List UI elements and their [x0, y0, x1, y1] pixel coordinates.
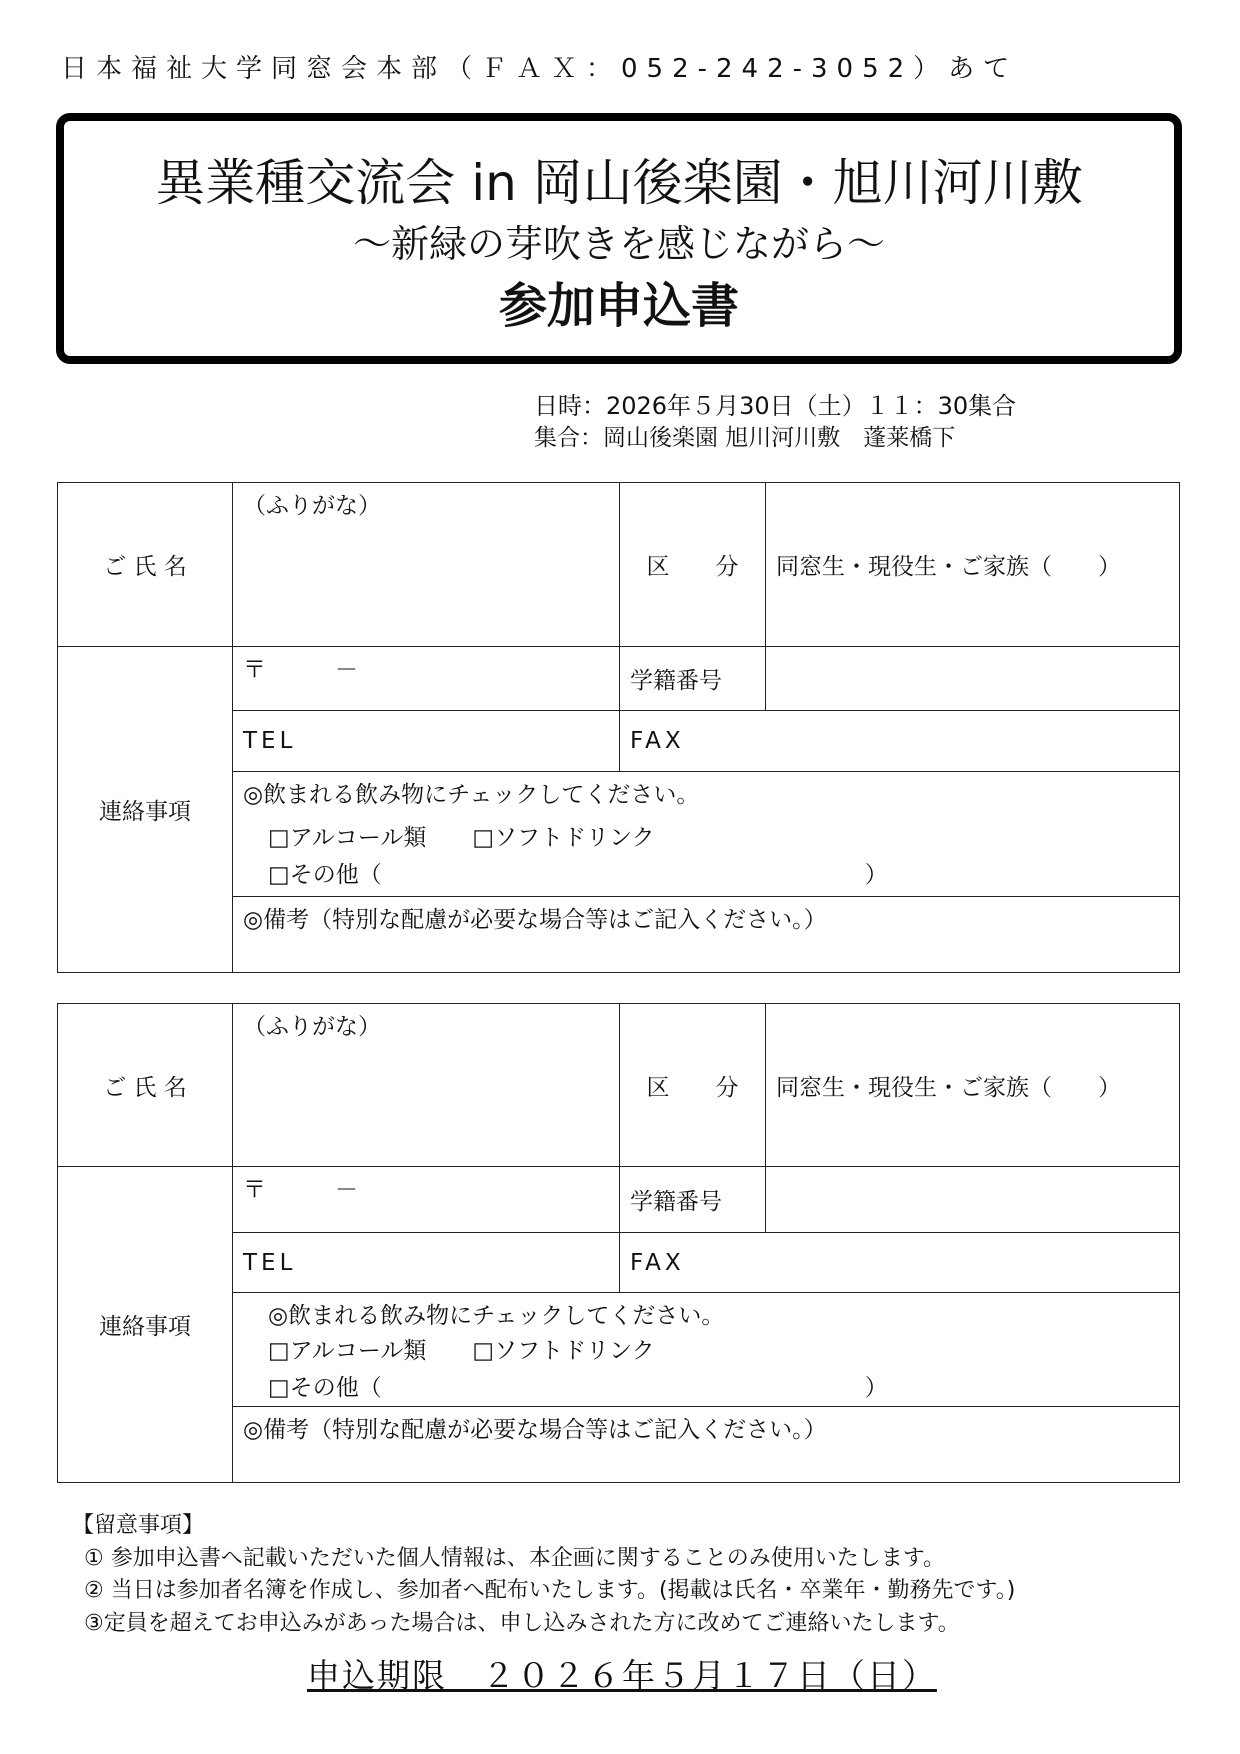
drink-other-checkbox[interactable]: □その他（ ）: [268, 862, 888, 888]
category-label: 区 分: [620, 1004, 766, 1167]
application-table-1: [57, 482, 1180, 973]
postal-field[interactable]: 〒 －: [233, 647, 620, 711]
drink-other-checkbox[interactable]: □その他（ ）: [268, 1375, 888, 1401]
student-id-label: 学籍番号: [620, 1167, 766, 1233]
contact-label: 連絡事項: [58, 1167, 233, 1483]
student-id-field[interactable]: [766, 1167, 1180, 1233]
fax-field[interactable]: FAX: [620, 711, 1180, 772]
remarks-field[interactable]: ◎備考（特別な配慮が必要な場合等はご記入ください。）: [233, 1407, 1180, 1483]
name-field[interactable]: [233, 483, 620, 647]
furigana-label: （ふりがな）: [243, 493, 381, 519]
title-box: [56, 113, 1182, 364]
fax-recipient-header: 日本福祉大学同窓会本部（ＦＡＸ：052-242-3052）あて: [61, 54, 1019, 84]
drink-section: [233, 1293, 1180, 1407]
contact-label: 連絡事項: [58, 647, 233, 973]
event-place: 集合：岡山後楽園 旭川河川敷 蓬莱橋下: [534, 425, 956, 451]
postal-field[interactable]: 〒 －: [233, 1167, 620, 1233]
drink-section: [233, 772, 1180, 897]
category-field[interactable]: 同窓生・現役生・ご家族（ ）: [766, 1004, 1180, 1167]
application-deadline: 申込期限 ２０２６年５月１７日（日）: [307, 1656, 937, 1695]
student-id-field[interactable]: [766, 647, 1180, 711]
event-datetime: 日時：2026年５月30日（土）１１：30集合: [534, 392, 1017, 420]
application-table-2: [57, 1003, 1180, 1483]
student-id-label: 学籍番号: [620, 647, 766, 711]
event-title: 異業種交流会 in 岡山後楽園・旭川河川敷: [155, 154, 1083, 212]
form-title: 参加申込書: [498, 278, 739, 334]
fax-field[interactable]: FAX: [620, 1233, 1180, 1293]
remarks-field[interactable]: ◎備考（特別な配慮が必要な場合等はご記入ください。）: [233, 897, 1180, 973]
category-field[interactable]: 同窓生・現役生・ご家族（ ）: [766, 483, 1180, 647]
notes-title: 【留意事項】: [72, 1513, 205, 1538]
furigana-label: （ふりがな）: [243, 1014, 381, 1040]
name-field[interactable]: [233, 1004, 620, 1167]
name-label: ご 氏 名: [58, 483, 233, 647]
drink-prompt: ◎飲まれる飲み物にチェックしてください。: [268, 1303, 725, 1329]
drink-prompt: ◎飲まれる飲み物にチェックしてください。: [243, 782, 700, 808]
drink-checkboxes[interactable]: □アルコール類 □ソフトドリンク: [268, 1338, 655, 1364]
drink-checkboxes[interactable]: □アルコール類 □ソフトドリンク: [268, 825, 655, 851]
category-label: 区 分: [620, 483, 766, 647]
tel-field[interactable]: TEL: [233, 1233, 620, 1293]
name-label: ご 氏 名: [58, 1004, 233, 1167]
tel-field[interactable]: TEL: [233, 711, 620, 772]
note-item: ③定員を超えてお申込みがあった場合は、申し込みされた方に改めてご連絡いたします。: [84, 1611, 960, 1636]
note-item: ② 当日は参加者名簿を作成し、参加者へ配布いたします。(掲載は氏名・卒業年・勤務先です。): [84, 1578, 1016, 1603]
note-item: ① 参加申込書へ記載いただいた個人情報は、本企画に関することのみ使用いたします。: [84, 1546, 945, 1571]
event-subtitle: ～新緑の芽吹きを感じながら～: [352, 222, 885, 266]
